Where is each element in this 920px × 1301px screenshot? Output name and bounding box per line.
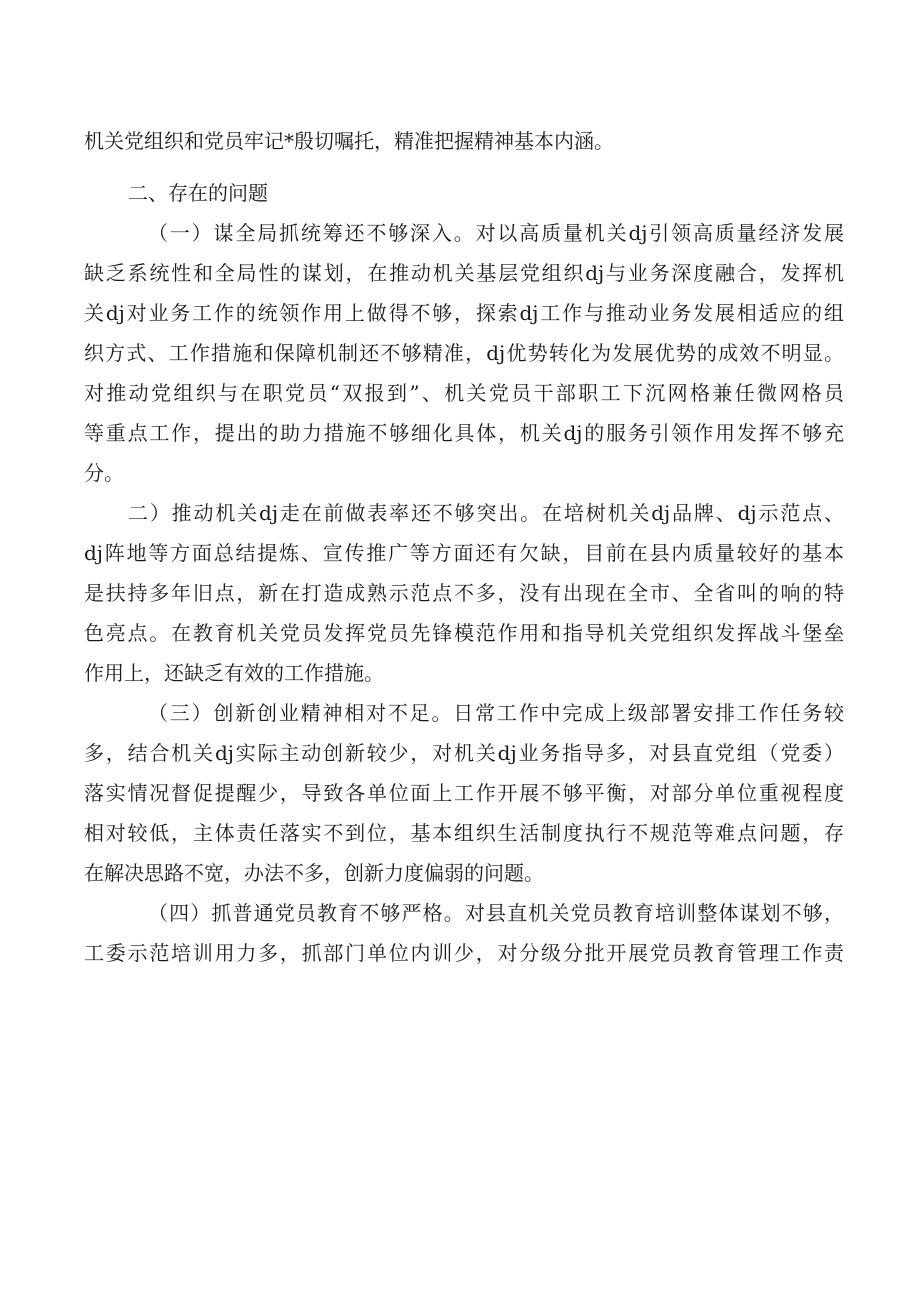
paragraph-2 xyxy=(84,493,844,693)
paragraph-line: 色亮点。在教育机关党员发挥党员先锋模范作用和指导机关党组织发挥战斗堡垒 xyxy=(84,621,844,645)
section-heading: 二、存在的问题 xyxy=(128,181,268,205)
paragraph-3 xyxy=(84,693,844,893)
paragraph-line: 在解决思路不宽，办法不多，创新力度偏弱的问题。 xyxy=(84,861,544,885)
paragraph-line: 工委示范培训用力多，抓部门单位内训少，对分级分批开展党员教育管理工作责 xyxy=(84,941,844,965)
paragraph-line: 是扶持多年旧点，新在打造成熟示范点不多，没有出现在全市、全省叫的响的特 xyxy=(84,581,844,605)
paragraph-line: 对推动党组织与在职党员“双报到”、机关党员干部职工下沉网格兼任微网格员 xyxy=(84,381,844,405)
paragraph-line: dj阵地等方面总结提炼、宣传推广等方面还有欠缺，目前在县内质量较好的基本 xyxy=(84,541,844,565)
paragraph-4 xyxy=(84,893,844,973)
paragraph-line: （四）抓普通党员教育不够严格。对县直机关党员教育培训整体谋划不够， xyxy=(148,901,844,925)
paragraph-line: 织方式、工作措施和保障机制还不够精准，dj优势转化为发展优势的成效不明显。 xyxy=(84,341,844,365)
paragraph-line: （三）创新创业精神相对不足。日常工作中完成上级部署安排工作任务较 xyxy=(148,701,844,725)
paragraph-line: 多，结合机关dj实际主动创新较少，对机关dj业务指导多，对县直党组（党委） xyxy=(84,741,844,765)
paragraph-1 xyxy=(84,213,844,493)
paragraph-line: 关dj对业务工作的统领作用上做得不够，探索dj工作与推动业务发展相适应的组 xyxy=(84,301,844,325)
paragraph-line: 作用上，还缺乏有效的工作措施。 xyxy=(84,661,384,685)
intro-line: 机关党组织和党员牢记*殷切嘱托，精准把握精神基本内涵。 xyxy=(84,129,614,153)
paragraph-line: 等重点工作，提出的助力措施不够细化具体，机关dj的服务引领作用发挥不够充 xyxy=(84,421,844,445)
paragraph-line: 缺乏系统性和全局性的谋划，在推动机关基层党组织dj与业务深度融合，发挥机 xyxy=(84,261,844,285)
paragraph-line: 相对较低，主体责任落实不到位，基本组织生活制度执行不规范等难点问题，存 xyxy=(84,821,844,845)
paragraph-line: 分。 xyxy=(84,461,124,485)
document-body xyxy=(84,121,844,973)
paragraph-line: 二）推动机关dj走在前做表率还不够突出。在培树机关dj品牌、dj示范点、 xyxy=(128,501,844,525)
paragraph-line: （一）谋全局抓统筹还不够深入。对以高质量机关dj引领高质量经济发展 xyxy=(148,221,844,245)
paragraph-line: 落实情况督促提醒少，导致各单位面上工作开展不够平衡，对部分单位重视程度 xyxy=(84,781,844,805)
